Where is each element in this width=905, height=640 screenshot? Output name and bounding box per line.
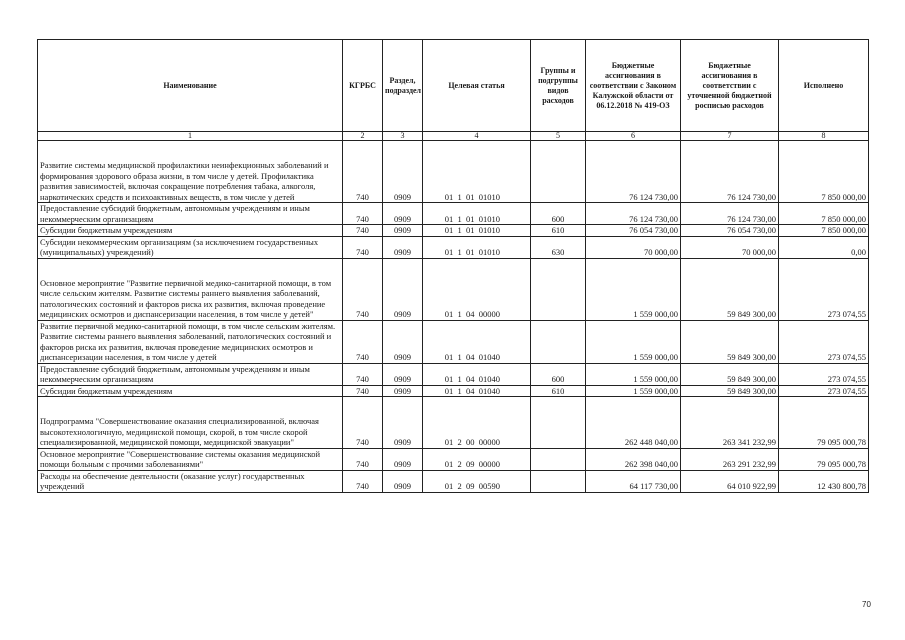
row-group: 630: [531, 236, 586, 258]
row-group: [531, 320, 586, 363]
header-kgrbs: КГРБС: [343, 40, 383, 132]
row-executed-amount: 12 430 800,78: [779, 470, 869, 492]
table-row: [38, 363, 869, 385]
table-row: [38, 203, 869, 225]
table-row: [38, 320, 869, 363]
row-name: Предоставление субсидий бюджетным, автономным учреждениям и иным некоммерческим организациям: [38, 363, 343, 385]
row-executed-amount: 7 850 000,00: [779, 225, 869, 237]
header-target: Целевая статья: [423, 40, 531, 132]
row-razdel: 0909: [383, 236, 423, 258]
row-executed-amount: 79 095 000,78: [779, 397, 869, 449]
budget-table: [37, 39, 869, 493]
row-refined-amount: 59 849 300,00: [681, 363, 779, 385]
row-law-amount: 76 054 730,00: [586, 225, 681, 237]
column-number: 2: [343, 132, 383, 141]
column-number: 3: [383, 132, 423, 141]
row-kgrbs: 740: [343, 448, 383, 470]
row-razdel: 0909: [383, 203, 423, 225]
header-refined: Бюджетные ассигнования в соответствии с уточненной бюджетной росписью расходов: [681, 40, 779, 132]
row-target: 01 1 01 01010: [423, 225, 531, 237]
row-target: 01 1 04 01040: [423, 320, 531, 363]
row-kgrbs: 740: [343, 397, 383, 449]
row-refined-amount: 70 000,00: [681, 236, 779, 258]
row-target: 01 1 01 01010: [423, 141, 531, 203]
row-target: 01 1 04 01040: [423, 363, 531, 385]
row-law-amount: 1 559 000,00: [586, 258, 681, 320]
row-refined-amount: 76 124 730,00: [681, 203, 779, 225]
row-law-amount: 1 559 000,00: [586, 385, 681, 397]
row-refined-amount: 59 849 300,00: [681, 320, 779, 363]
row-razdel: 0909: [383, 225, 423, 237]
row-target: 01 1 04 00000: [423, 258, 531, 320]
table-row: [38, 448, 869, 470]
header-razdel: Раздел, подраздел: [383, 40, 423, 132]
row-name: Субсидии бюджетным учреждениям: [38, 225, 343, 237]
row-executed-amount: 79 095 000,78: [779, 448, 869, 470]
row-razdel: 0909: [383, 470, 423, 492]
row-kgrbs: 740: [343, 141, 383, 203]
column-number: 6: [586, 132, 681, 141]
row-target: 01 2 09 00000: [423, 448, 531, 470]
row-kgrbs: 740: [343, 258, 383, 320]
table-row: [38, 236, 869, 258]
column-number: 4: [423, 132, 531, 141]
row-executed-amount: 0,00: [779, 236, 869, 258]
column-number-row: [38, 132, 869, 141]
row-razdel: 0909: [383, 397, 423, 449]
row-law-amount: 262 398 040,00: [586, 448, 681, 470]
row-kgrbs: 740: [343, 225, 383, 237]
row-target: 01 2 09 00590: [423, 470, 531, 492]
row-group: [531, 470, 586, 492]
table-row: [38, 225, 869, 237]
row-name: Предоставление субсидий бюджетным, автономным учреждениям и иным некоммерческим организациям: [38, 203, 343, 225]
row-razdel: 0909: [383, 385, 423, 397]
row-executed-amount: 273 074,55: [779, 363, 869, 385]
row-name: Субсидии некоммерческим организациям (за исключением государственных (муниципальных) учреждений): [38, 236, 343, 258]
row-name: Субсидии бюджетным учреждениям: [38, 385, 343, 397]
row-law-amount: 64 117 730,00: [586, 470, 681, 492]
row-group: 610: [531, 225, 586, 237]
row-executed-amount: 7 850 000,00: [779, 203, 869, 225]
row-refined-amount: 263 291 232,99: [681, 448, 779, 470]
row-refined-amount: 76 054 730,00: [681, 225, 779, 237]
row-law-amount: 1 559 000,00: [586, 320, 681, 363]
row-law-amount: 262 448 040,00: [586, 397, 681, 449]
row-group: [531, 397, 586, 449]
header-done: Исполнено: [779, 40, 869, 132]
row-razdel: 0909: [383, 448, 423, 470]
column-number: 7: [681, 132, 779, 141]
header-row: [38, 40, 869, 132]
row-law-amount: 70 000,00: [586, 236, 681, 258]
row-kgrbs: 740: [343, 363, 383, 385]
row-name: Основное мероприятие "Развитие первичной медико-санитарной помощи, в том числе сельским жителям. Развитие системы раннего выявления заболеваний, патологических состояний и факторов риска их развития, включая проведение медицинских осмотров и диспансеризации населения, в том числе у детей": [38, 258, 343, 320]
row-refined-amount: 59 849 300,00: [681, 258, 779, 320]
row-executed-amount: 7 850 000,00: [779, 141, 869, 203]
row-razdel: 0909: [383, 258, 423, 320]
row-refined-amount: 64 010 922,99: [681, 470, 779, 492]
column-number: 8: [779, 132, 869, 141]
row-group: 610: [531, 385, 586, 397]
row-group: 600: [531, 203, 586, 225]
row-group: [531, 258, 586, 320]
row-law-amount: 76 124 730,00: [586, 141, 681, 203]
row-kgrbs: 740: [343, 470, 383, 492]
row-target: 01 1 01 01010: [423, 236, 531, 258]
row-executed-amount: 273 074,55: [779, 258, 869, 320]
table-row: [38, 397, 869, 449]
row-razdel: 0909: [383, 320, 423, 363]
table-row: [38, 470, 869, 492]
row-razdel: 0909: [383, 141, 423, 203]
row-group: 600: [531, 363, 586, 385]
table-row: [38, 385, 869, 397]
page-number: 70: [862, 600, 871, 609]
row-name: Развитие первичной медико-санитарной помощи, в том числе сельским жителям. Развитие системы раннего выявления заболеваний, патологических состояний и факторов риска их развития, включая проведение медицинских осмотров и диспансеризации населения, в том числе у детей: [38, 320, 343, 363]
row-target: 01 1 01 01010: [423, 203, 531, 225]
row-executed-amount: 273 074,55: [779, 320, 869, 363]
row-refined-amount: 59 849 300,00: [681, 385, 779, 397]
row-target: 01 1 04 01040: [423, 385, 531, 397]
row-razdel: 0909: [383, 363, 423, 385]
row-name: Расходы на обеспечение деятельности (оказание услуг) государственных учреждений: [38, 470, 343, 492]
row-name: Подпрограмма "Совершенствование оказания специализированной, включая высокотехнологичную, медицинской помощи, скорой, в том числе скорой специализированной, медицинской помощи, медицинской эвакуации": [38, 397, 343, 449]
row-group: [531, 448, 586, 470]
row-law-amount: 76 124 730,00: [586, 203, 681, 225]
row-kgrbs: 740: [343, 203, 383, 225]
row-law-amount: 1 559 000,00: [586, 363, 681, 385]
table-row: [38, 258, 869, 320]
row-refined-amount: 76 124 730,00: [681, 141, 779, 203]
header-groups: Группы и подгруппы видов расходов: [531, 40, 586, 132]
row-target: 01 2 00 00000: [423, 397, 531, 449]
column-number: 5: [531, 132, 586, 141]
row-name: Развитие системы медицинской профилактики неинфекционных заболеваний и формирования здорового образа жизни, в том числе у детей. Профилактика развития зависимостей, включая сокращение потребления табака, алкоголя, наркотических средств и психоактивных веществ, в том числе у детей: [38, 141, 343, 203]
table-row: [38, 141, 869, 203]
header-name: Наименование: [38, 40, 343, 132]
column-number: 1: [38, 132, 343, 141]
header-law: Бюджетные ассигнования в соответствии с Законом Калужской области от 06.12.2018 № 419-ОЗ: [586, 40, 681, 132]
row-group: [531, 141, 586, 203]
row-refined-amount: 263 341 232,99: [681, 397, 779, 449]
row-kgrbs: 740: [343, 320, 383, 363]
row-kgrbs: 740: [343, 236, 383, 258]
row-kgrbs: 740: [343, 385, 383, 397]
row-executed-amount: 273 074,55: [779, 385, 869, 397]
row-name: Основное мероприятие "Совершенствование системы оказания медицинской помощи больным с прочими заболеваниями": [38, 448, 343, 470]
